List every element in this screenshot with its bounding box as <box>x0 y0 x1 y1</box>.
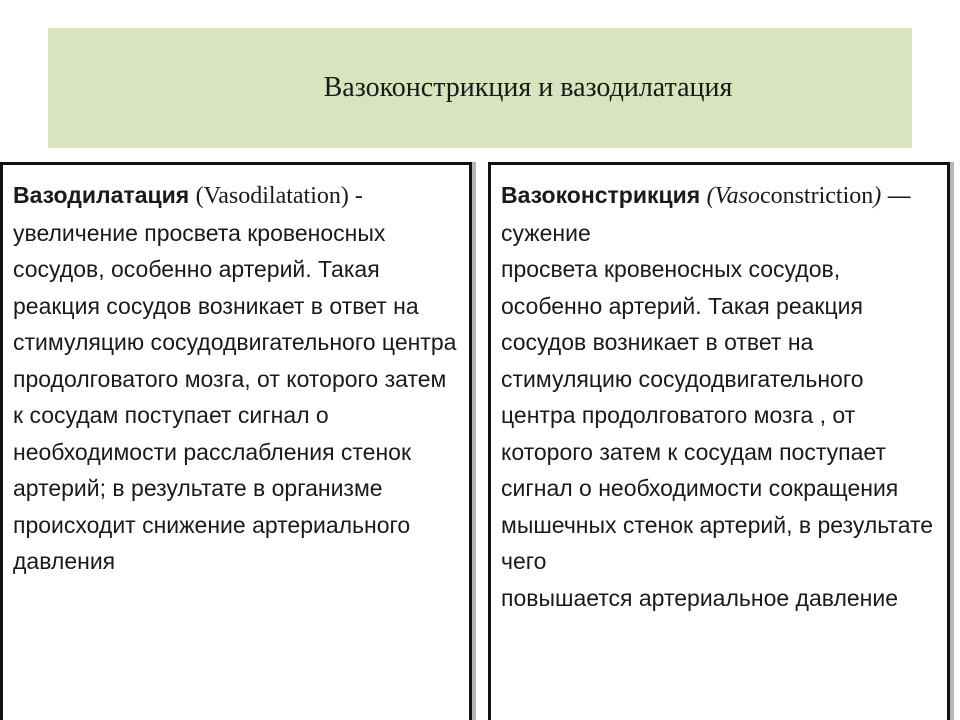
vasoconstriction-latin-prefix: Vaso <box>714 183 760 209</box>
vasodilatation-term: Вазодилатация <box>13 182 190 208</box>
vasoconstriction-latin-open: ( <box>706 183 715 209</box>
vasoconstriction-latin-close: ) <box>873 183 882 209</box>
vasoconstriction-term: Вазоконстрикция <box>501 182 701 208</box>
vasodilatation-definition: увеличение просвета кровеносных сосудов, особенно артерий. Такая реакция сосудов возникает в ответ на стимуляцию сосудодвигательного центра продолговатого мозга, от которого затем к сосудам поступает сигнал о необходимости расслабления стенок артерий; в результате в организме происходит снижение артериального давления <box>13 219 457 574</box>
vasoconstriction-definition: просвета кровеносных сосудов, особенно артерий. Такая реакция сосудов возникает в ответ на стимуляцию сосудодвигательного центра продолговатого мозга , от которого затем к сосудам поступает сигнал о необходимости сокращения мышечных стенок артерий, в результате чего <box>501 256 934 574</box>
vasoconstriction-dash-text: — сужение <box>501 182 911 246</box>
vasodilatation-latin: (Vasodilatation) - <box>195 183 363 209</box>
vasoconstriction-latin-word: constriction <box>759 183 874 209</box>
title-banner <box>48 28 912 148</box>
vasoconstriction-panel <box>488 162 950 720</box>
vasoconstriction-result: повышается артериальное давление <box>501 584 898 611</box>
vasodilatation-panel <box>0 162 472 720</box>
slide-title: Вазоконстрикция и вазодилатация <box>323 72 733 103</box>
